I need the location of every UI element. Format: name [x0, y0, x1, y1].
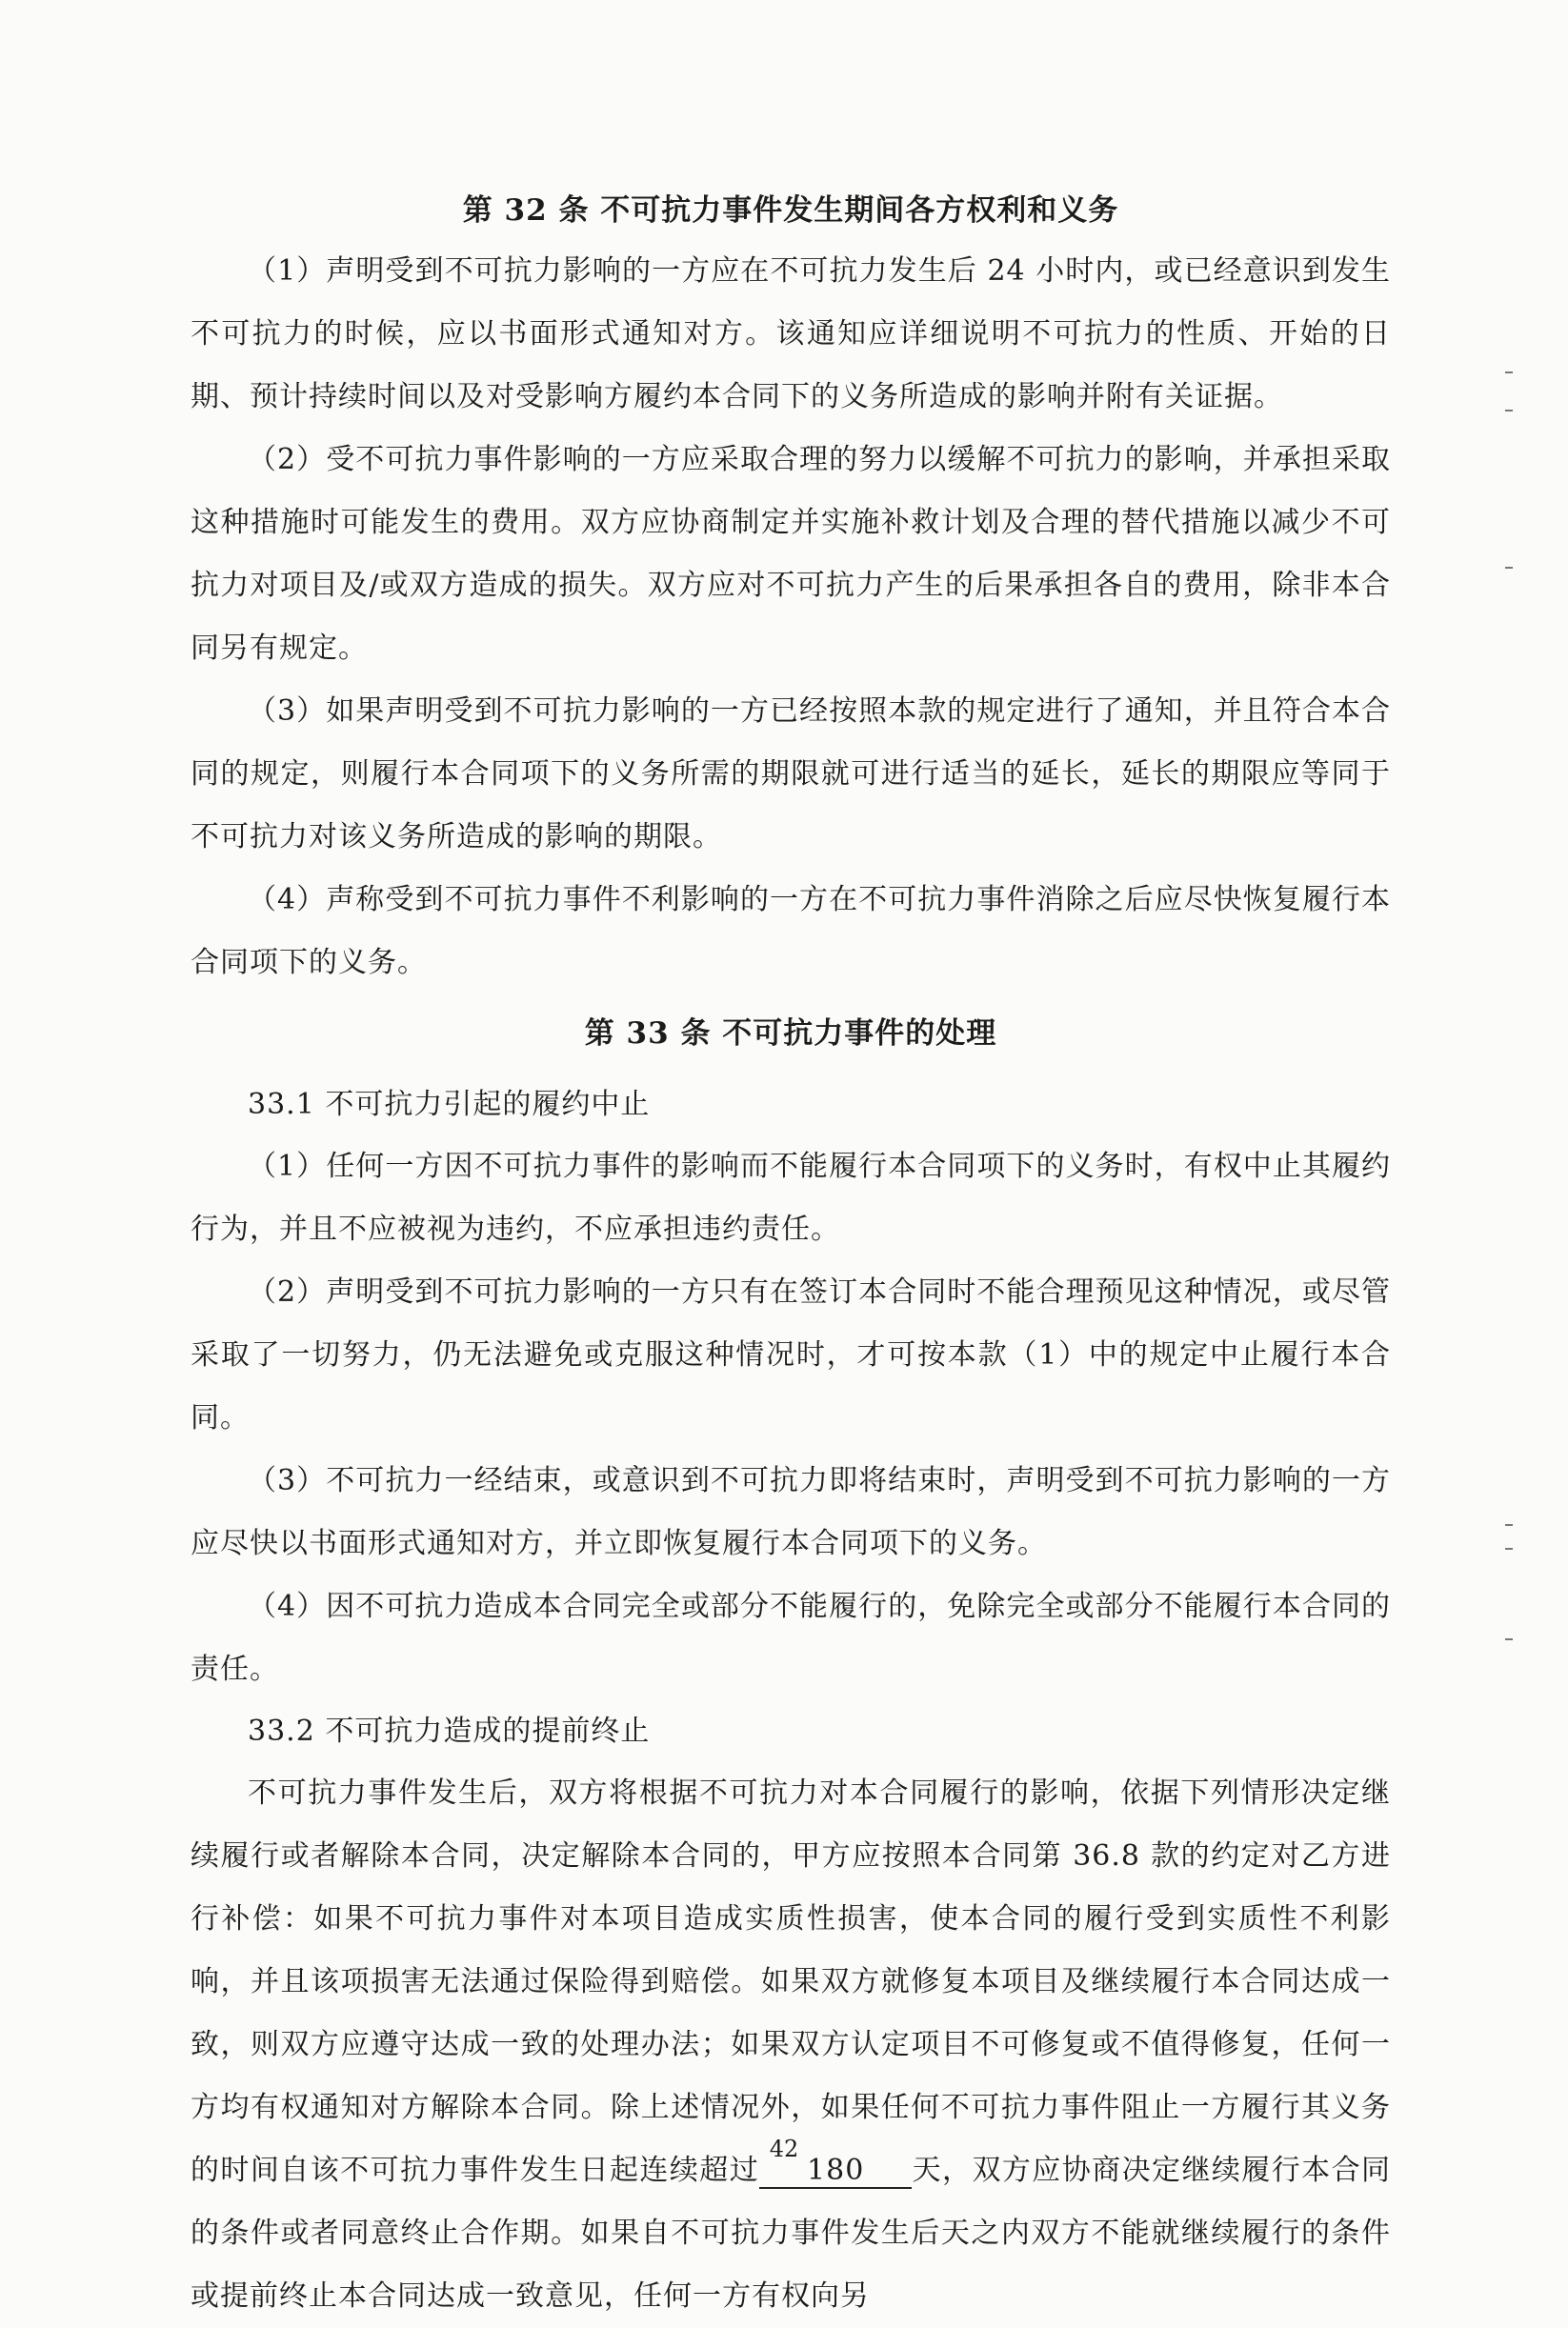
article-32-paragraph: （4）声称受到不可抗力事件不利影响的一方在不可抗力事件消除之后应尽快恢复履行本合同项下的义务。 — [191, 883, 1391, 979]
page-number: 42 — [769, 2136, 799, 2162]
section-33-1-paragraph: （4）因不可抗力造成本合同完全或部分不能履行的，免除完全或部分不能履行本合同的责任。 — [191, 1590, 1391, 1686]
section-33-1-paragraph: （2）声明受到不可抗力影响的一方只有在签订本合同时不能合理预见这种情况，或尽管采取了一切努力，仍无法避免或克服这种情况时，才可按本款（1）中的规定中止履行本合同。 — [191, 1275, 1391, 1435]
section-33-2-text-before: 不可抗力事件发生后，双方将根据不可抗力对本合同履行的影响，依据下列情形决定继续履行或者解除本合同，决定解除本合同的，甲方应按照本合同第 36.8 款的约定对乙方进行补偿：如果不可抗力事件对本项目造成实质性损害，使本合同的履行受到实质性不利影响，并且该项损害无法通过保险得到赔偿。如果双方就修复本项目及继续履行本合同达成一致，则双方应遵守达成一致的处理办法；如果双方认定项目不可修复或不值得修复，任何一方均有权通知对方解除本合同。除上述情况外，如果任何不可抗力事件阻止一方履行其义务的时间自该不可抗力事件发生日起连续超过 — [191, 1776, 1391, 2187]
scan-mark — [1505, 567, 1513, 569]
scan-mark — [1505, 371, 1513, 373]
article-33-title: 第 33 条 不可抗力事件的处理 — [584, 1016, 997, 1051]
section-33-2-paragraph — [191, 1762, 1391, 2328]
scan-mark — [1505, 410, 1513, 411]
article-32-paragraph: （1）声明受到不可抗力影响的一方应在不可抗力发生后 24 小时内，或已经意识到发生不可抗力的时候，应以书面形式通知对方。该通知应详细说明不可抗力的性质、开始的日期、预计持续时间以及对受影响方履约本合同下的义务所造成的影响并附有关证据。 — [191, 254, 1391, 413]
section-33-1-paragraph: （3）不可抗力一经结束，或意识到不可抗力即将结束时，声明受到不可抗力影响的一方应尽快以书面形式通知对方，并立即恢复履行本合同项下的义务。 — [191, 1464, 1391, 1560]
scan-mark — [1505, 1548, 1513, 1550]
scan-mark — [1505, 1638, 1513, 1640]
days-blank-value: 180 — [759, 2155, 912, 2189]
section-33-2-text-after: 天，双方应协商决定继续履行本合同的条件或者同意终止合作期。如果自不可抗力事件发生后天之内双方不能就继续履行的条件或提前终止本合同达成一致意见，任何一方有权向另 — [191, 2154, 1392, 2313]
article-32-paragraph: （2）受不可抗力事件影响的一方应采取合理的努力以缓解不可抗力的影响，并承担采取这种措施时可能发生的费用。双方应协商制定并实施补救计划及合理的替代措施以减少不可抗力对项目及/或双方造成的损失。双方应对不可抗力产生的后果承担各自的费用，除非本合同另有规定。 — [191, 443, 1391, 665]
article-32-paragraph: （3）如果声明受到不可抗力影响的一方已经按照本款的规定进行了通知，并且符合本合同的规定，则履行本合同项下的义务所需的期限就可进行适当的延长，延长的期限应等同于不可抗力对该义务所造成的影响的期限。 — [191, 694, 1391, 853]
document-body — [191, 181, 1391, 2328]
section-33-1-paragraph: （1）任何一方因不可抗力事件的影响而不能履行本合同项下的义务时，有权中止其履约行为，并且不应被视为违约，不应承担违约责任。 — [191, 1150, 1391, 1246]
section-33-1-heading: 33.1 不可抗力引起的履约中止 — [248, 1088, 651, 1121]
article-32-title: 第 32 条 不可抗力事件发生期间各方权利和义务 — [462, 193, 1119, 228]
scan-mark — [1505, 1524, 1513, 1526]
section-33-2-heading: 33.2 不可抗力造成的提前终止 — [248, 1715, 651, 1748]
